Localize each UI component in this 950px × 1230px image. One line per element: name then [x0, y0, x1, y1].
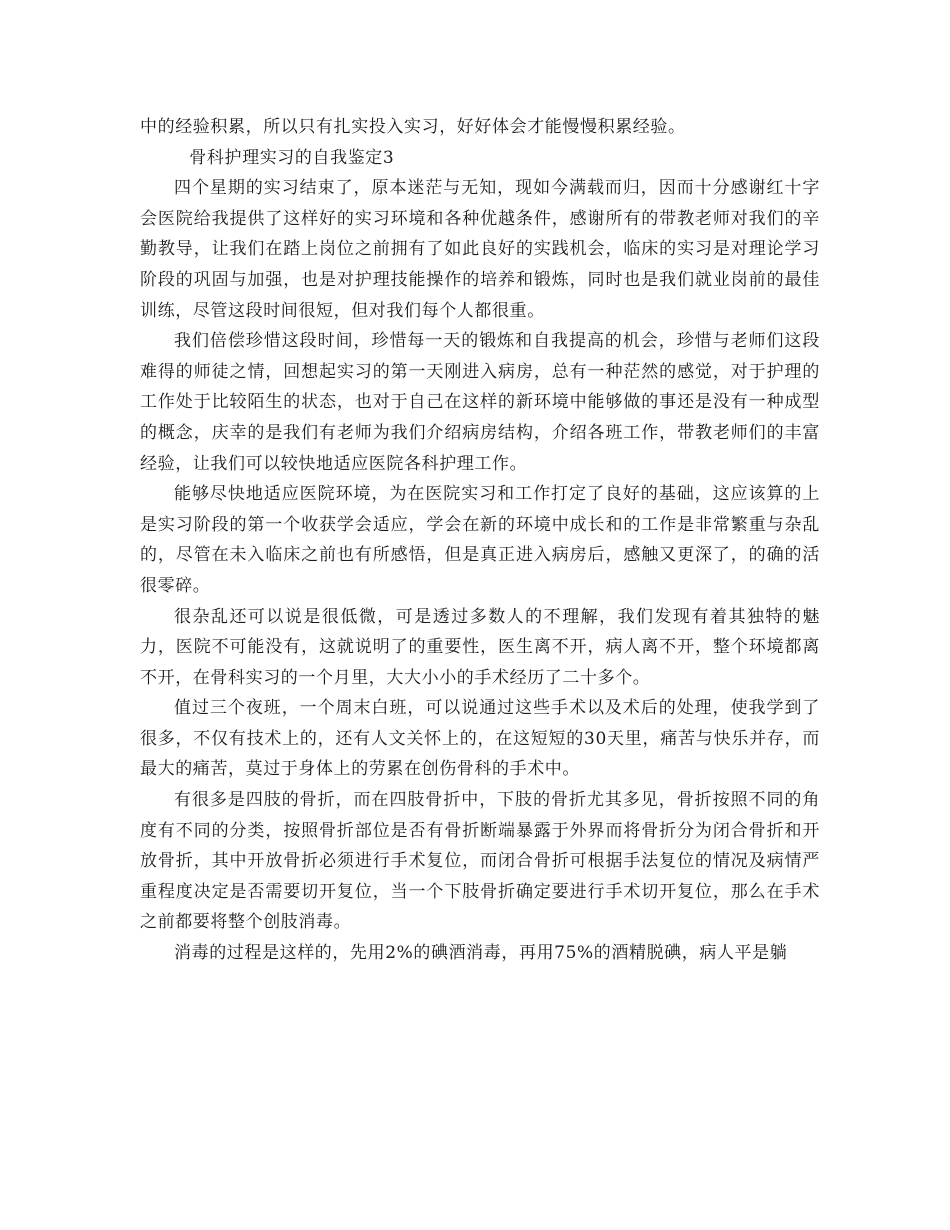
paragraph: 很杂乱还可以说是很低微，可是透过多数人的不理解，我们发现有着其独特的魅力，医院不可能没有，这就说明了的重要性，医生离不开，病人离不开，整个环境都离不开，在骨科实习的一个月里，大大小小的手术经历了二十多个。 — [140, 606, 820, 688]
document-body — [140, 112, 820, 969]
paragraph: 能够尽快地适应医院环境，为在医院实习和工作打定了良好的基础，这应该算的上是实习阶段的第一个收获学会适应，学会在新的环境中成长和的工作是非常繁重与杂乱的，尽管在未入临床之前也有所感悟，但是真正进入病房后，感触又更深了，的确的活很零碎。 — [140, 484, 820, 596]
paragraph: 消毒的过程是这样的，先用2%的碘酒消毒，再用75%的酒精脱碘，病人平是躺 — [174, 943, 788, 964]
paragraph: 四个星期的实习结束了，原本迷茫与无知，现如今满载而归，因而十分感谢红十字会医院给我提供了这样好的实习环境和各种优越条件，感谢所有的带教老师对我们的辛勤教导，让我们在踏上岗位之前拥有了如此良好的实践机会，临床的实习是对理论学习阶段的巩固与加强，也是对护理技能操作的培养和锻炼，同时也是我们就业岗前的最佳训练，尽管这段时间很短，但对我们每个人都很重。 — [140, 178, 820, 321]
paragraph-continuation: 中的经验积累，所以只有扎实投入实习，好好体会才能慢慢积累经验。 — [140, 117, 686, 137]
section-heading: 骨科护理实习的自我鉴定3 — [189, 147, 395, 168]
paragraph: 值过三个夜班，一个周末白班，可以说通过这些手术以及术后的处理，使我学到了很多，不仅有技术上的，还有人文关怀上的，在这短短的30天里，痛苦与快乐并存，而最大的痛苦，莫过于身体上的劳累在创伤骨科的手术中。 — [140, 698, 820, 780]
paragraph: 有很多是四肢的骨折，而在四肢骨折中，下肢的骨折尤其多见，骨折按照不同的角度有不同的分类，按照骨折部位是否有骨折断端暴露于外界而将骨折分为闭合骨折和开放骨折，其中开放骨折必须进行手术复位，而闭合骨折可根据手法复位的情况及病情严重程度决定是否需要切开复位，当一个下肢骨折确定要进行手术切开复位，那么在手术之前都要将整个创肢消毒。 — [140, 790, 820, 933]
paragraph: 我们倍偿珍惜这段时间，珍惜每一天的锻炼和自我提高的机会，珍惜与老师们这段难得的师徒之情，回想起实习的第一天刚进入病房，总有一种茫然的感觉，对于护理的工作处于比较陌生的状态，也对于自己在这样的新环境中能够做的事还是没有一种成型的概念，庆幸的是我们有老师为我们介绍病房结构，介绍各班工作，带教老师们的丰富经验，让我们可以较快地适应医院各科护理工作。 — [140, 331, 820, 474]
